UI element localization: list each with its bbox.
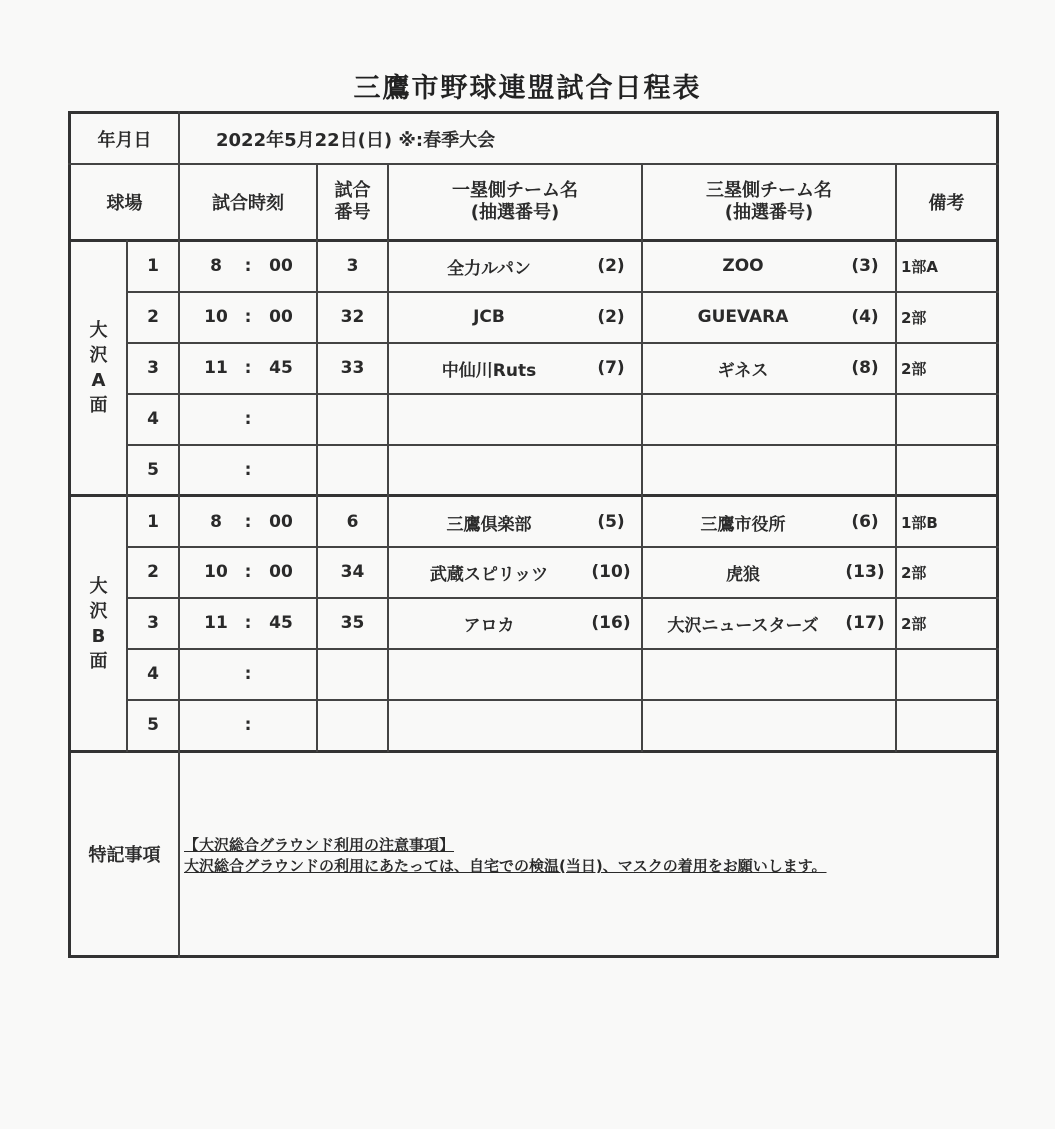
first-base-lot bbox=[588, 700, 634, 750]
third-base-lot bbox=[842, 649, 888, 699]
first-base-team bbox=[389, 445, 589, 495]
header-match-no bbox=[318, 165, 387, 239]
third-base-team bbox=[643, 445, 843, 495]
third-base-lot: (13) bbox=[845, 562, 885, 582]
venue-char: 沢 bbox=[89, 600, 108, 622]
third-base-team bbox=[643, 700, 843, 750]
match-minute bbox=[260, 445, 302, 495]
venue-char: 大 bbox=[89, 320, 108, 341]
header-match-no-line1: 試合 bbox=[334, 180, 371, 201]
remarks bbox=[901, 394, 993, 444]
time-colon: : bbox=[244, 256, 252, 276]
third-base-team: ギネス bbox=[717, 360, 769, 381]
venue-char: 面 bbox=[89, 650, 108, 672]
time-colon: : bbox=[244, 562, 252, 582]
row-number: 5 bbox=[147, 460, 159, 480]
first-base-team bbox=[389, 649, 589, 699]
venue-label-b bbox=[71, 497, 126, 750]
match-number: 6 bbox=[346, 512, 359, 532]
header-time: 試合時刻 bbox=[212, 193, 284, 214]
match-minute: 00 bbox=[269, 307, 293, 327]
first-base-lot: (2) bbox=[597, 256, 625, 276]
row-number: 1 bbox=[147, 256, 159, 276]
row-number: 1 bbox=[147, 512, 159, 532]
row-number: 3 bbox=[147, 358, 159, 378]
remarks: 2部 bbox=[901, 614, 927, 633]
venue-label-a bbox=[71, 242, 126, 494]
match-minute: 45 bbox=[269, 613, 293, 633]
match-number: 33 bbox=[340, 358, 365, 378]
remarks bbox=[901, 445, 993, 495]
remarks bbox=[901, 649, 993, 699]
row-number: 5 bbox=[147, 715, 159, 735]
third-base-team: 虎狼 bbox=[726, 564, 760, 585]
third-base-lot: (4) bbox=[851, 307, 879, 327]
first-base-team bbox=[389, 394, 589, 444]
remarks bbox=[901, 700, 993, 750]
match-minute: 00 bbox=[269, 256, 293, 276]
third-base-lot: (8) bbox=[851, 358, 879, 378]
remarks: 2部 bbox=[901, 359, 927, 378]
third-base-lot: (17) bbox=[845, 613, 885, 633]
time-colon: : bbox=[244, 358, 252, 378]
match-hour: 11 bbox=[204, 613, 228, 633]
first-base-team bbox=[389, 700, 589, 750]
venue-char: B bbox=[91, 625, 106, 647]
first-base-lot: (16) bbox=[591, 613, 631, 633]
venue-char: 大 bbox=[89, 575, 108, 597]
remarks: 1部A bbox=[901, 257, 939, 276]
notes-heading: 【大沢総合グラウンド利用の注意事項】 bbox=[184, 836, 455, 854]
header-third-base-line2: (抽選番号) bbox=[724, 202, 814, 223]
time-colon: : bbox=[244, 613, 252, 633]
time-colon: : bbox=[244, 307, 252, 327]
row-number: 4 bbox=[147, 409, 159, 429]
divider bbox=[895, 164, 897, 752]
time-colon: : bbox=[244, 460, 252, 480]
match-minute bbox=[260, 700, 302, 750]
third-base-team bbox=[643, 649, 843, 699]
time-colon: : bbox=[244, 664, 252, 684]
match-hour bbox=[196, 649, 236, 699]
page-title: 三鷹市野球連盟試合日程表 bbox=[353, 73, 702, 104]
third-base-team bbox=[643, 394, 843, 444]
match-hour: 8 bbox=[210, 512, 222, 532]
venue-char: 沢 bbox=[89, 345, 108, 366]
match-number: 35 bbox=[340, 613, 365, 633]
header-first-base-line1: 一塁側チーム名 bbox=[452, 180, 578, 201]
match-number: 34 bbox=[340, 562, 365, 582]
divider bbox=[68, 750, 999, 753]
header-match-no-line2: 番号 bbox=[334, 202, 371, 223]
remarks: 1部B bbox=[901, 513, 938, 532]
match-hour: 8 bbox=[210, 256, 222, 276]
third-base-lot bbox=[842, 700, 888, 750]
match-number bbox=[318, 649, 387, 699]
first-base-lot: (7) bbox=[597, 358, 625, 378]
match-minute: 45 bbox=[269, 358, 293, 378]
venue-char: 面 bbox=[89, 395, 108, 416]
match-minute bbox=[260, 649, 302, 699]
row-number: 3 bbox=[147, 613, 159, 633]
third-base-team: 大沢ニュースターズ bbox=[667, 615, 819, 636]
first-base-team: 武蔵スピリッツ bbox=[429, 564, 549, 585]
first-base-lot: (10) bbox=[591, 562, 631, 582]
remarks: 2部 bbox=[901, 563, 927, 582]
match-hour bbox=[196, 445, 236, 495]
third-base-lot: (6) bbox=[851, 512, 879, 532]
notes-body: 大沢総合グラウンドの利用にあたっては、自宅での検温(当日)、マスクの着用をお願いします。 bbox=[184, 857, 827, 875]
remarks: 2部 bbox=[901, 308, 927, 327]
match-number: 32 bbox=[340, 307, 365, 327]
first-base-team: 三鷹倶楽部 bbox=[446, 514, 532, 535]
first-base-lot bbox=[588, 649, 634, 699]
first-base-team: アロカ bbox=[463, 615, 515, 636]
third-base-team: ZOO bbox=[722, 256, 764, 276]
header-first-base-line2: (抽選番号) bbox=[470, 202, 560, 223]
date-value: 2022年5月22日(日) ※:春季大会 bbox=[216, 129, 496, 151]
third-base-lot bbox=[842, 445, 888, 495]
match-minute: 00 bbox=[269, 512, 293, 532]
match-number bbox=[318, 700, 387, 750]
row-number: 2 bbox=[147, 307, 159, 327]
first-base-lot bbox=[588, 445, 634, 495]
row-number: 2 bbox=[147, 562, 159, 582]
match-hour: 10 bbox=[204, 307, 228, 327]
first-base-lot bbox=[588, 394, 634, 444]
third-base-team: GUEVARA bbox=[697, 307, 789, 327]
first-base-team: JCB bbox=[473, 307, 505, 327]
time-colon: : bbox=[244, 409, 252, 429]
first-base-team: 中仙川Ruts bbox=[441, 360, 537, 381]
header-first-base bbox=[389, 165, 641, 239]
header-remarks: 備考 bbox=[928, 193, 965, 214]
header-third-base bbox=[643, 165, 895, 239]
match-minute: 00 bbox=[269, 562, 293, 582]
date-label: 年月日 bbox=[97, 129, 152, 151]
first-base-lot: (5) bbox=[597, 512, 625, 532]
match-hour: 11 bbox=[204, 358, 228, 378]
match-number bbox=[318, 394, 387, 444]
third-base-lot bbox=[842, 394, 888, 444]
match-number bbox=[318, 445, 387, 495]
match-hour bbox=[196, 700, 236, 750]
third-base-lot: (3) bbox=[851, 256, 879, 276]
first-base-lot: (2) bbox=[597, 307, 625, 327]
header-venue: 球場 bbox=[106, 193, 143, 214]
time-colon: : bbox=[244, 512, 252, 532]
match-hour: 10 bbox=[204, 562, 228, 582]
match-minute bbox=[260, 394, 302, 444]
time-colon: : bbox=[244, 715, 252, 735]
match-number: 3 bbox=[346, 256, 359, 276]
match-hour bbox=[196, 394, 236, 444]
third-base-team: 三鷹市役所 bbox=[700, 514, 786, 535]
notes-label: 特記事項 bbox=[88, 845, 161, 866]
header-third-base-line1: 三塁側チーム名 bbox=[706, 180, 832, 201]
row-number: 4 bbox=[147, 664, 159, 684]
venue-char: A bbox=[91, 370, 106, 391]
first-base-team: 全力ルパン bbox=[447, 258, 531, 279]
